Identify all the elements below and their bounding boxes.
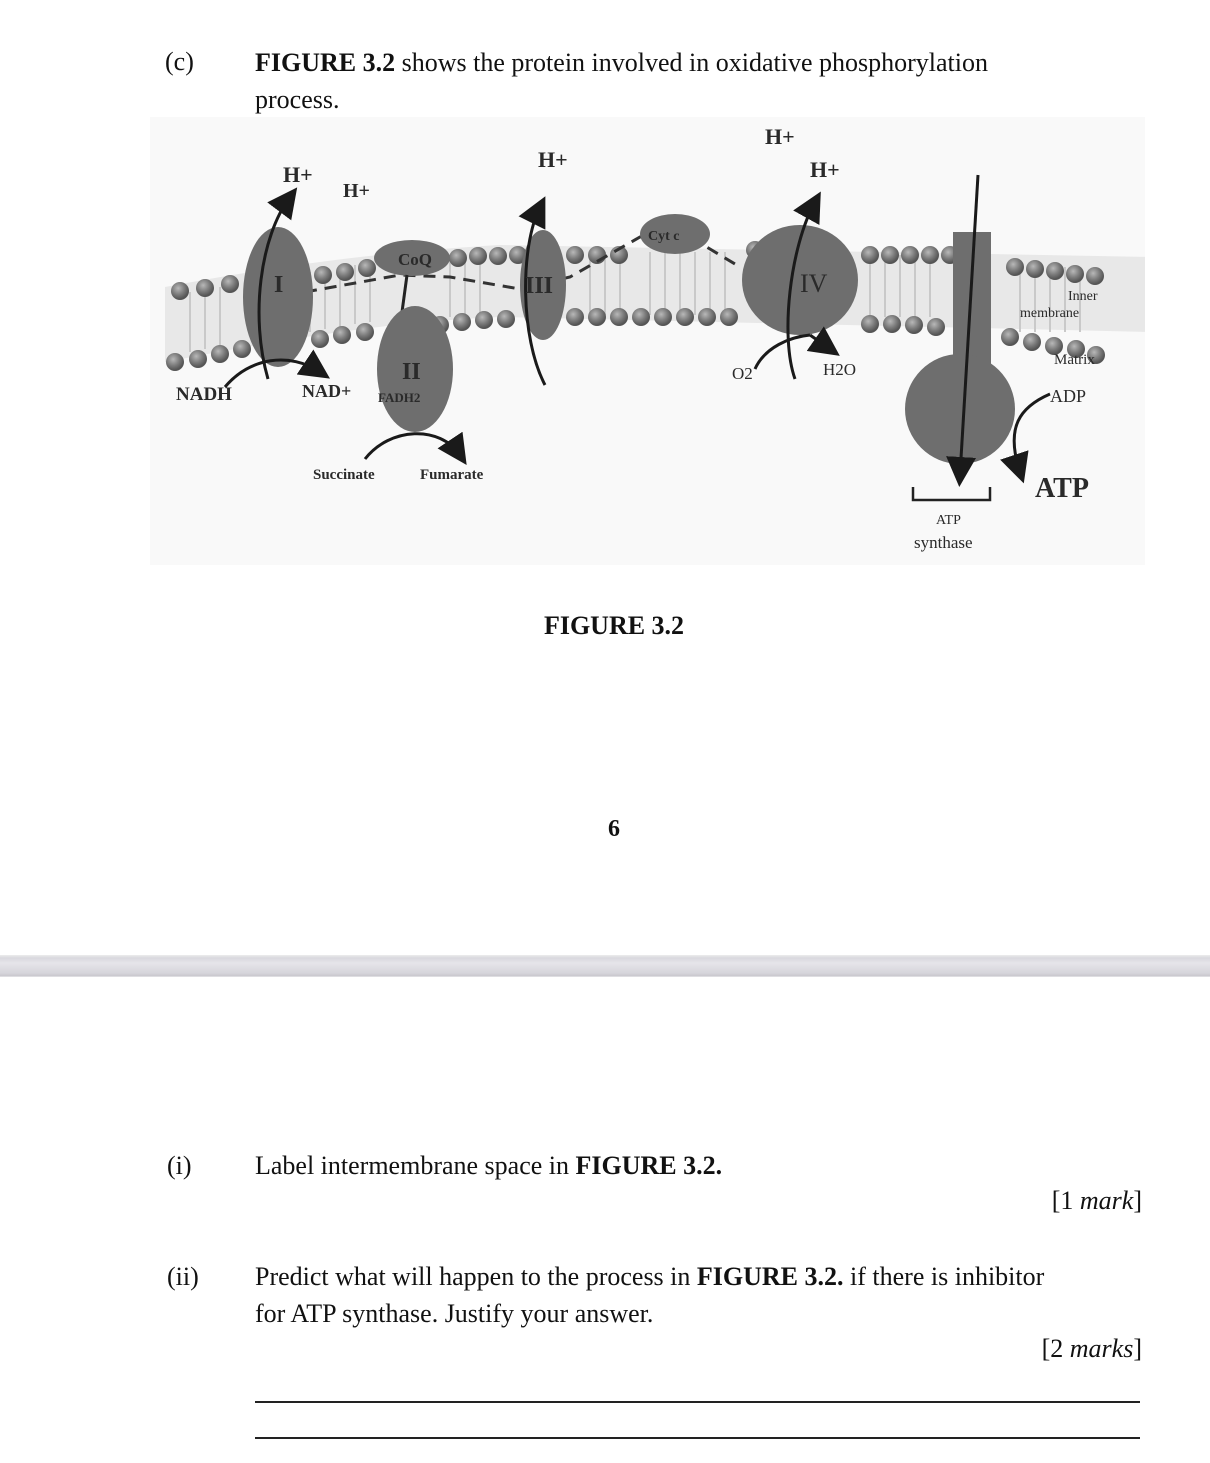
- page-divider: [0, 955, 1210, 977]
- question-ii-label: (ii): [167, 1262, 199, 1291]
- complex-1-label: I: [274, 272, 284, 298]
- marks-close: ]: [1133, 1334, 1142, 1363]
- question-c-text: [255, 44, 1135, 118]
- question-c-text-line1: shows the protein involved in oxidative phosphorylation: [395, 48, 988, 77]
- figure-3-2: [150, 117, 1145, 565]
- adp-label: ADP: [1050, 386, 1087, 406]
- question-ii-text-line2: for ATP synthase. Justify your answer.: [255, 1299, 654, 1328]
- h-plus-label: H+: [283, 162, 313, 187]
- fumarate-label: Fumarate: [420, 467, 484, 483]
- atp-synthase-label: ATP: [936, 513, 961, 528]
- answer-line[interactable]: [255, 1437, 1140, 1439]
- atp-label: ATP: [1035, 473, 1089, 504]
- fadh2-label: FADH2: [378, 390, 421, 405]
- marks-close: ]: [1133, 1186, 1142, 1215]
- complex-3-label: III: [525, 273, 554, 299]
- h-plus-label: H+: [343, 180, 370, 202]
- nadh-label: NADH: [176, 384, 232, 405]
- question-ii-marks: [900, 1334, 1142, 1364]
- question-ii-text-plain-1: Predict what will happen to the process in: [255, 1262, 697, 1291]
- question-ii-text: [255, 1258, 1155, 1332]
- question-c-text-line2: process.: [255, 85, 340, 114]
- question-i-marks: [900, 1186, 1142, 1216]
- marks-word: marks: [1069, 1334, 1134, 1363]
- h-plus-label: H+: [538, 147, 568, 172]
- page-number: 6: [608, 816, 620, 842]
- question-i-label: (i): [167, 1151, 192, 1180]
- h2o-label: H2O: [823, 360, 857, 379]
- cyt-c-label: Cyt c: [648, 229, 680, 244]
- atp-synthase-label: synthase: [914, 533, 973, 552]
- complex-4-label: IV: [800, 269, 828, 298]
- inner-membrane-label: membrane: [1020, 306, 1080, 321]
- marks-word: mark: [1079, 1186, 1134, 1215]
- marks-number: [1: [1051, 1186, 1080, 1215]
- succinate-label: Succinate: [313, 467, 375, 483]
- question-i-text-plain: Label intermembrane space in: [255, 1151, 576, 1180]
- question-c-label: (c): [165, 47, 194, 76]
- h-plus-label: H+: [765, 124, 795, 149]
- marks-number: [2: [1041, 1334, 1070, 1363]
- nad-plus-label: NAD+: [302, 381, 352, 401]
- etc-diagram: [150, 117, 1145, 565]
- o2-label: O2: [732, 364, 753, 383]
- complex-2-label: II: [402, 359, 421, 385]
- question-ii-text-plain-2: if there is inhibitor: [843, 1262, 1045, 1291]
- coq-label: CoQ: [398, 250, 432, 269]
- figure-ref: FIGURE 3.2.: [696, 1262, 844, 1291]
- figure-ref: FIGURE 3.2.: [575, 1151, 723, 1180]
- question-i-text: [255, 1147, 1135, 1184]
- inner-membrane-label: Inner: [1068, 289, 1098, 304]
- answer-line[interactable]: [255, 1401, 1140, 1403]
- figure-ref: FIGURE 3.2: [255, 48, 396, 77]
- matrix-label: Matrix: [1054, 352, 1095, 368]
- h-plus-label: H+: [810, 157, 840, 182]
- figure-caption: FIGURE 3.2: [543, 611, 685, 640]
